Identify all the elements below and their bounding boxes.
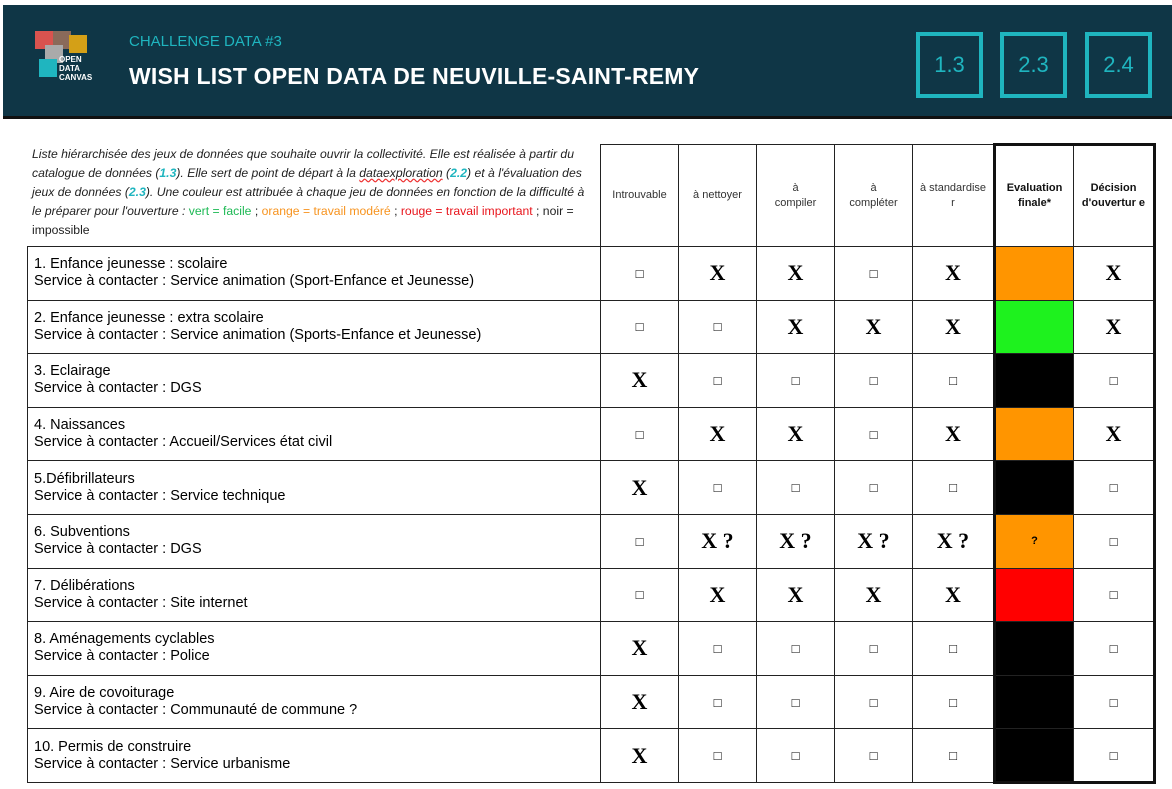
mark-cell[interactable]: X	[601, 622, 679, 676]
dataset-cell	[28, 514, 601, 568]
mark-cell[interactable]: X ?	[679, 514, 757, 568]
header-row	[28, 145, 1155, 247]
dataset-cell	[28, 675, 601, 729]
dataset-contact: Service à contacter : Service animation (Sport-Enfance et Jeunesse)	[34, 273, 475, 290]
checkbox-cell[interactable]: □	[835, 729, 913, 783]
col-header: Introuvable	[601, 145, 679, 247]
evaluation-cell	[995, 300, 1074, 354]
dataset-contact: Service à contacter : DGS	[34, 541, 202, 558]
col-header: à nettoyer	[679, 145, 757, 247]
decision-cell[interactable]: □	[1074, 354, 1155, 408]
table-row	[28, 247, 1155, 301]
table-row	[28, 461, 1155, 515]
ref-box: 2.4	[1085, 32, 1152, 98]
table-row	[28, 568, 1155, 622]
dataset-cell	[28, 568, 601, 622]
checkbox-cell[interactable]: □	[601, 514, 679, 568]
checkbox-cell[interactable]: □	[913, 622, 995, 676]
checkbox-cell[interactable]: □	[679, 354, 757, 408]
mark-cell[interactable]: X	[913, 407, 995, 461]
col-header: Décision d'ouvertur e	[1074, 145, 1155, 247]
logo-text: DATA	[59, 64, 81, 73]
col-header: Evaluation finale*	[995, 145, 1074, 247]
table-row	[28, 675, 1155, 729]
checkbox-cell[interactable]: □	[679, 622, 757, 676]
mark-cell[interactable]: X ?	[757, 514, 835, 568]
dataset-name: 9. Aire de covoiturage	[34, 685, 175, 702]
checkbox-cell[interactable]: □	[679, 300, 757, 354]
mark-cell[interactable]: X	[601, 354, 679, 408]
evaluation-cell	[995, 568, 1074, 622]
checkbox-cell[interactable]: □	[913, 729, 995, 783]
checkbox-cell[interactable]: □	[835, 675, 913, 729]
checkbox-cell[interactable]: □	[601, 247, 679, 301]
decision-cell[interactable]: □	[1074, 729, 1155, 783]
logo-text: CANVAS	[59, 73, 93, 82]
mark-cell[interactable]: X ?	[913, 514, 995, 568]
decision-cell[interactable]: □	[1074, 568, 1155, 622]
table-row	[28, 354, 1155, 408]
dataset-name: 3. Eclairage	[34, 363, 111, 380]
dataset-cell	[28, 407, 601, 461]
dataset-contact: Service à contacter : Service animation (Sports-Enfance et Jeunesse)	[34, 326, 482, 343]
mark-cell[interactable]: X	[757, 568, 835, 622]
mark-cell[interactable]: X	[913, 300, 995, 354]
mark-cell[interactable]: X	[835, 300, 913, 354]
dataset-contact: Service à contacter : Communauté de commune ?	[34, 702, 358, 719]
dataset-name: 8. Aménagements cyclables	[34, 631, 215, 648]
decision-cell[interactable]: □	[1074, 514, 1155, 568]
mark-cell[interactable]: X	[757, 407, 835, 461]
decision-cell[interactable]: X	[1074, 407, 1155, 461]
checkbox-cell[interactable]: □	[757, 675, 835, 729]
mark-cell[interactable]: X	[679, 247, 757, 301]
dataset-cell	[28, 354, 601, 408]
checkbox-cell[interactable]: □	[835, 247, 913, 301]
dataset-name: 4. Naissances	[34, 417, 126, 434]
dataset-name: 1. Enfance jeunesse : scolaire	[34, 256, 228, 273]
checkbox-cell[interactable]: □	[835, 354, 913, 408]
mark-cell[interactable]: X	[679, 407, 757, 461]
mark-cell[interactable]: X	[913, 247, 995, 301]
dataset-contact: Service à contacter : Site internet	[34, 594, 248, 611]
page-title: WISH LIST OPEN DATA DE NEUVILLE-SAINT-REMY	[129, 63, 700, 89]
checkbox-cell[interactable]: □	[757, 354, 835, 408]
dataset-contact: Service à contacter : DGS	[34, 380, 202, 397]
open-data-canvas-logo	[35, 31, 105, 91]
checkbox-cell[interactable]: □	[913, 675, 995, 729]
evaluation-cell	[995, 247, 1074, 301]
dataset-name: 10. Permis de construire	[34, 738, 192, 755]
subtitle: CHALLENGE DATA #3	[129, 33, 282, 50]
checkbox-cell[interactable]: □	[757, 622, 835, 676]
mark-cell[interactable]: X	[601, 675, 679, 729]
checkbox-cell[interactable]: □	[601, 568, 679, 622]
mark-cell[interactable]: X	[835, 568, 913, 622]
decision-cell[interactable]: X	[1074, 300, 1155, 354]
checkbox-cell[interactable]: □	[835, 407, 913, 461]
mark-cell[interactable]: X	[601, 461, 679, 515]
dataset-cell	[28, 461, 601, 515]
dataset-name: 7. Délibérations	[34, 577, 135, 594]
mark-cell[interactable]: X	[913, 568, 995, 622]
wishlist-table	[27, 143, 1156, 784]
decision-cell[interactable]: □	[1074, 622, 1155, 676]
dataset-cell	[28, 300, 601, 354]
dataset-contact: Service à contacter : Accueil/Services état civil	[34, 434, 333, 451]
table-row	[28, 300, 1155, 354]
mark-cell[interactable]: X	[679, 568, 757, 622]
col-header: à compléter	[835, 145, 913, 247]
table-row	[28, 622, 1155, 676]
checkbox-cell[interactable]: □	[835, 461, 913, 515]
mark-cell[interactable]: X	[601, 729, 679, 783]
table-row	[28, 407, 1155, 461]
decision-cell[interactable]: □	[1074, 461, 1155, 515]
evaluation-cell	[995, 407, 1074, 461]
col-header: à compiler	[757, 145, 835, 247]
checkbox-cell[interactable]: □	[757, 461, 835, 515]
evaluation-cell: ?	[995, 514, 1074, 568]
checkbox-cell[interactable]: □	[835, 622, 913, 676]
checkbox-cell[interactable]: □	[679, 461, 757, 515]
evaluation-cell	[995, 461, 1074, 515]
dataset-contact: Service à contacter : Service technique	[34, 487, 286, 504]
mark-cell[interactable]: X ?	[835, 514, 913, 568]
checkbox-cell[interactable]: □	[913, 354, 995, 408]
evaluation-cell	[995, 675, 1074, 729]
checkbox-cell[interactable]: □	[679, 675, 757, 729]
logo-text: OPEN	[59, 55, 82, 64]
header-band	[3, 5, 1172, 119]
col-header: à standardise r	[913, 145, 995, 247]
ref-box: 2.3	[1000, 32, 1067, 98]
dataset-name: 2. Enfance jeunesse : extra scolaire	[34, 309, 264, 326]
checkbox-cell[interactable]: □	[601, 407, 679, 461]
ref-box: 1.3	[916, 32, 983, 98]
evaluation-cell	[995, 729, 1074, 783]
mark-cell[interactable]: X	[757, 247, 835, 301]
table-row	[28, 514, 1155, 568]
checkbox-cell[interactable]: □	[913, 461, 995, 515]
table-row	[28, 729, 1155, 783]
dataset-contact: Service à contacter : Service urbanisme	[34, 755, 291, 772]
mark-cell[interactable]: X	[757, 300, 835, 354]
decision-cell[interactable]: X	[1074, 247, 1155, 301]
dataset-contact: Service à contacter : Police	[34, 648, 210, 665]
dataset-cell	[28, 729, 601, 783]
checkbox-cell[interactable]: □	[757, 729, 835, 783]
checkbox-cell[interactable]: □	[679, 729, 757, 783]
dataset-name: 6. Subventions	[34, 524, 130, 541]
intro-text: Liste hiérarchisée des jeux de données que souhaite ouvrir la collectivité. Elle est réalisée à partir du catalogue de données (1.3). Elle sert de point de départ à la dataexploration (2.2) et à l'évaluation des jeux de données (2.3). Une couleur est attribuée à chaque jeu de données en fonction de la difficulté à le préparer pour l'ouverture : vert = facile ; orange = travail modéré ; rouge = travail important ; noir = impossible	[32, 147, 585, 237]
decision-cell[interactable]: □	[1074, 675, 1155, 729]
evaluation-cell	[995, 354, 1074, 408]
evaluation-cell	[995, 622, 1074, 676]
dataset-cell	[28, 622, 601, 676]
dataset-name: 5.Défibrillateurs	[34, 470, 135, 487]
checkbox-cell[interactable]: □	[601, 300, 679, 354]
dataset-cell	[28, 247, 601, 301]
